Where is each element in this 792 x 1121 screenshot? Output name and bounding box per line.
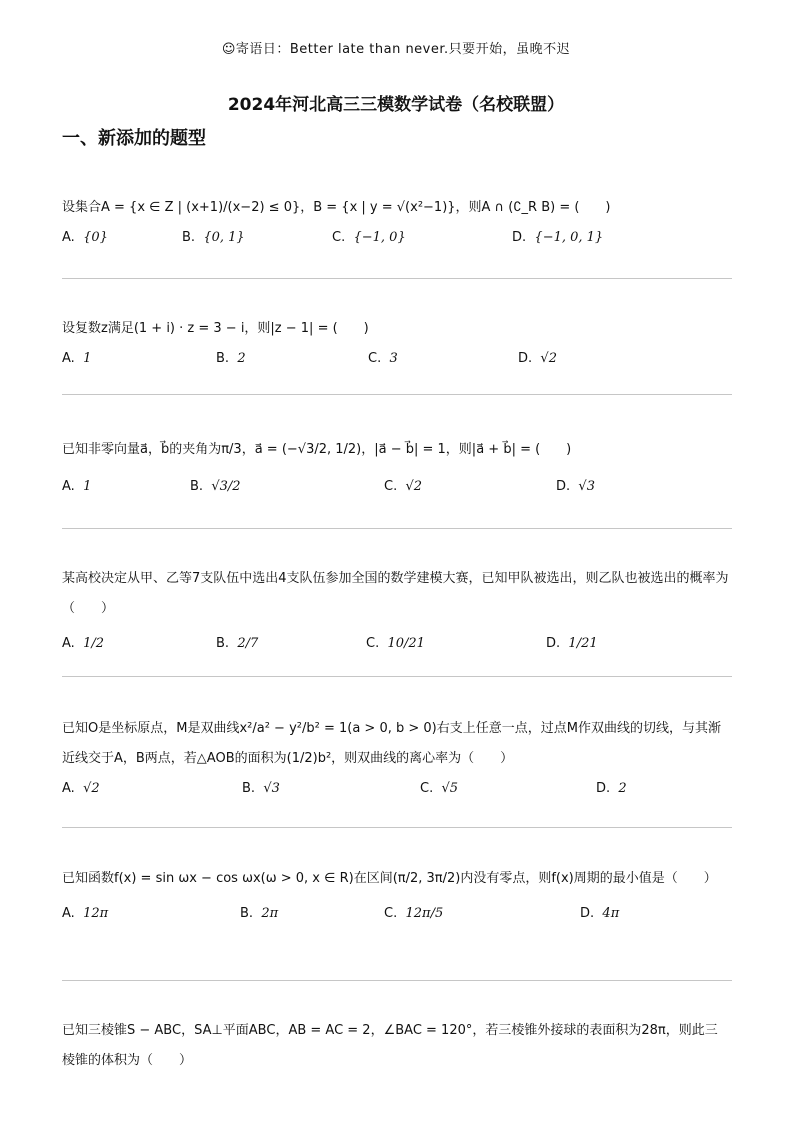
option-b: B. √3/2 <box>190 479 241 494</box>
question-stem: 设复数z满足(1 + i) · z = 3 − i，则|z − 1| = ( ) <box>62 321 369 336</box>
motto-line: ☺寄语日：Better late than never.只要开始，虽晚不迟 <box>221 42 571 57</box>
option-c: C. {−1, 0} <box>332 230 406 245</box>
options-row <box>62 894 730 934</box>
divider <box>62 827 732 828</box>
divider <box>62 394 732 395</box>
option-a: A. 1 <box>62 351 92 366</box>
question-stem: 某高校决定从甲、乙等7支队伍中选出4支队伍参加全国的数学建模大赛，已知甲队被选出，则乙队也被选出的概率为（ ） <box>62 571 729 616</box>
question-1 <box>62 193 730 253</box>
section-heading: 一、新添加的题型 <box>62 128 206 149</box>
option-a: A. 1/2 <box>62 636 104 651</box>
question-stem: 设集合A = {x ∈ Z | (x+1)/(x−2) ≤ 0}，B = {x | y = √(x²−1)}，则A ∩ (∁_R B) = ( ) <box>62 200 611 215</box>
question-7 <box>62 1016 730 1076</box>
page-title: 2024年河北高三三模数学试卷（名校联盟） <box>227 95 565 115</box>
divider <box>62 278 732 279</box>
option-d: D. {−1, 0, 1} <box>512 230 604 245</box>
divider <box>62 676 732 677</box>
option-b: B. 2 <box>216 351 246 366</box>
question-4 <box>62 564 730 664</box>
option-d: D. 4π <box>580 906 620 921</box>
options-row <box>62 465 730 509</box>
divider <box>62 980 732 981</box>
option-b: B. 2π <box>240 906 279 921</box>
option-a: A. 12π <box>62 906 109 921</box>
options-row <box>62 624 730 664</box>
options-row <box>62 344 730 374</box>
option-a: A. {0} <box>62 230 108 245</box>
option-a: A. 1 <box>62 479 92 494</box>
question-2 <box>62 314 730 374</box>
question-stem: 已知O是坐标原点，M是双曲线x²/a² − y²/b² = 1(a > 0, b > 0)右支上任意一点，过点M作双曲线的切线，与其渐近线交于A，B两点，若△AOB的面积为(1/2)b²，则双曲线的离心率为（ ） <box>62 721 721 766</box>
option-b: B. √3 <box>242 781 280 796</box>
option-c: C. √5 <box>420 781 459 796</box>
option-a: A. √2 <box>62 781 100 796</box>
question-5 <box>62 714 730 804</box>
options-row <box>62 223 730 253</box>
option-b: B. {0, 1} <box>182 230 245 245</box>
option-c: C. √2 <box>384 479 423 494</box>
question-6 <box>62 864 730 934</box>
divider <box>62 528 732 529</box>
question-3 <box>62 435 730 509</box>
option-d: D. √3 <box>556 479 595 494</box>
option-c: C. 12π/5 <box>384 906 444 921</box>
question-stem: 已知非零向量a⃗，b⃗的夹角为π/3，a⃗ = (−√3/2, 1/2)，|a⃗ − b⃗| = 1，则|a⃗ + b⃗| = ( ) <box>62 442 572 457</box>
option-d: D. 1/21 <box>546 636 598 651</box>
options-row <box>62 774 730 804</box>
option-b: B. 2/7 <box>216 636 259 651</box>
option-c: C. 3 <box>368 351 398 366</box>
option-c: C. 10/21 <box>366 636 425 651</box>
question-stem: 已知三棱锥S − ABC，SA⊥平面ABC，AB = AC = 2，∠BAC = 120°，若三棱锥外接球的表面积为28π，则此三棱锥的体积为（ ） <box>62 1023 718 1068</box>
option-d: D. √2 <box>518 351 557 366</box>
option-d: D. 2 <box>596 781 627 796</box>
question-stem: 已知函数f(x) = sin ωx − cos ωx(ω > 0, x ∈ R)在区间(π/2, 3π/2)内没有零点，则f(x)周期的最小值是（ ） <box>62 871 717 886</box>
